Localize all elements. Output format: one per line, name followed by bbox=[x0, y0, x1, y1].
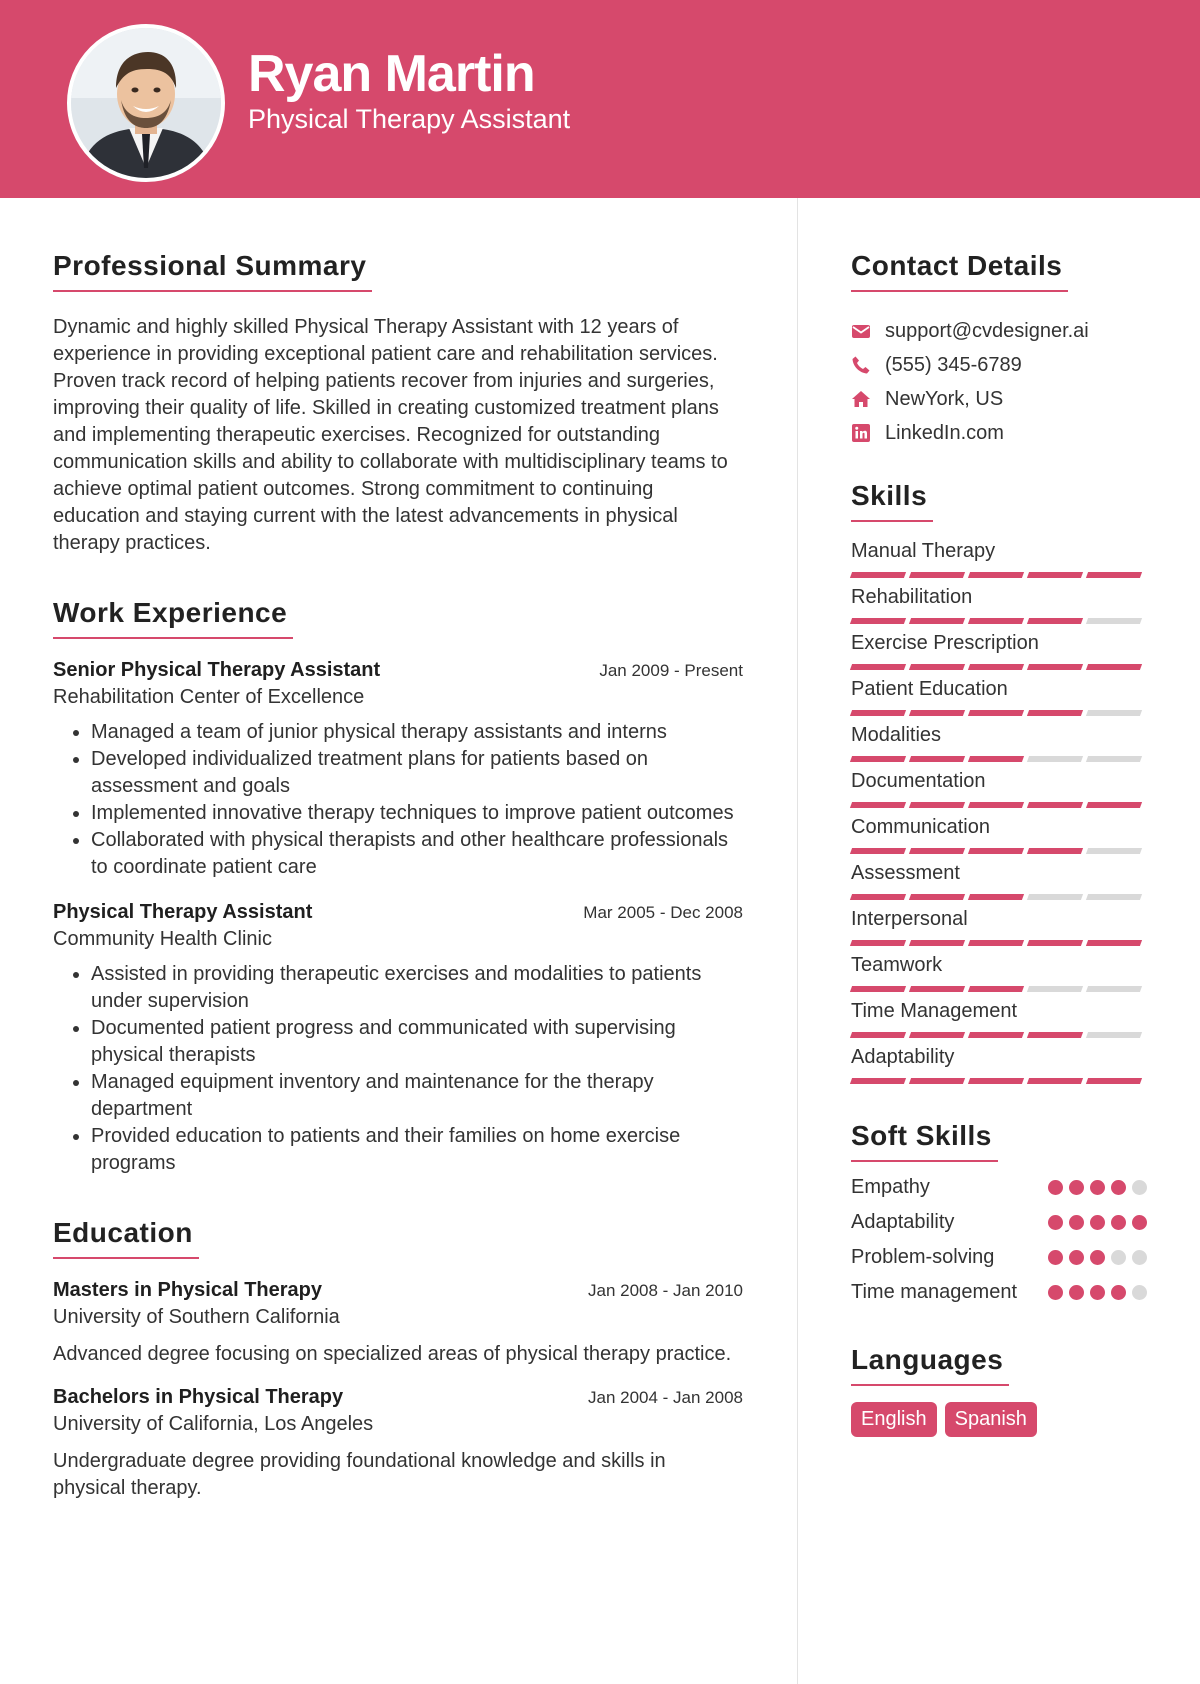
section-title: Soft Skills bbox=[851, 1120, 998, 1162]
soft-skills-list bbox=[851, 1174, 1147, 1306]
education-date: Jan 2004 - Jan 2008 bbox=[587, 1388, 743, 1407]
rating-dot bbox=[1090, 1215, 1105, 1230]
skill-level-segment bbox=[850, 1078, 906, 1084]
skill-item bbox=[851, 768, 1147, 808]
skill-level-segment bbox=[850, 710, 906, 716]
skill-level-segment bbox=[850, 664, 906, 670]
skill-level-segment bbox=[968, 756, 1024, 762]
skill-level-segment bbox=[850, 572, 906, 578]
skill-level-bar bbox=[851, 756, 1147, 762]
skill-item bbox=[851, 676, 1147, 716]
skill-name: Adaptability bbox=[851, 1046, 955, 1068]
list-item: • Managed equipment inventory and maintenance for the therapy department bbox=[91, 1069, 743, 1123]
skill-level-segment bbox=[850, 1032, 906, 1038]
rating-dot bbox=[1090, 1250, 1105, 1265]
soft-skill-rating bbox=[1042, 1244, 1147, 1265]
skill-item bbox=[851, 538, 1147, 578]
rating-dot bbox=[1111, 1250, 1126, 1265]
soft-skill-name: Time management bbox=[851, 1281, 1017, 1303]
skill-item bbox=[851, 630, 1147, 670]
education-description: Advanced degree focusing on specialized areas of physical therapy practice. bbox=[53, 1343, 732, 1365]
profile-photo bbox=[71, 28, 221, 178]
education-date: Jan 2008 - Jan 2010 bbox=[587, 1281, 743, 1300]
skill-level-segment bbox=[909, 1032, 965, 1038]
section-title: Skills bbox=[851, 480, 933, 522]
skill-level-segment bbox=[909, 1078, 965, 1084]
skill-level-segment bbox=[968, 664, 1024, 670]
soft-skills-section bbox=[851, 1120, 1147, 1306]
skill-level-segment bbox=[968, 986, 1024, 992]
skill-name: Assessment bbox=[851, 862, 960, 884]
skill-level-bar bbox=[851, 1078, 1147, 1084]
candidate-name: Ryan Martin bbox=[248, 45, 535, 103]
sidebar-column bbox=[851, 250, 1147, 1437]
email-icon bbox=[851, 321, 871, 341]
skill-name: Patient Education bbox=[851, 678, 1008, 700]
rating-dot bbox=[1069, 1180, 1084, 1195]
skill-name: Modalities bbox=[851, 724, 942, 746]
list-item: • Documented patient progress and communicated with supervising physical therapists bbox=[91, 1015, 743, 1069]
linkedin-icon bbox=[851, 423, 871, 443]
job-organization: Community Health Clinic bbox=[53, 928, 272, 950]
soft-skill-item bbox=[851, 1174, 1147, 1201]
skill-level-segment bbox=[968, 848, 1024, 854]
skill-level-segment bbox=[909, 618, 965, 624]
education-description: Undergraduate degree providing foundational knowledge and skills in physical therapy. bbox=[53, 1450, 666, 1499]
list-item: • Provided education to patients and their families on home exercise programs bbox=[91, 1123, 743, 1177]
skill-level-segment bbox=[909, 986, 965, 992]
section-title: Education bbox=[53, 1217, 199, 1259]
skill-name: Interpersonal bbox=[851, 908, 968, 930]
column-divider bbox=[797, 198, 798, 1684]
contact-text: support@cvdesigner.ai bbox=[885, 319, 1089, 342]
rating-dot bbox=[1132, 1215, 1147, 1230]
language-tag: English bbox=[851, 1402, 937, 1437]
list-item: • Developed individualized treatment plans for patients based on assessment and goals bbox=[91, 746, 743, 800]
candidate-role: Physical Therapy Assistant bbox=[248, 104, 571, 134]
skill-level-bar bbox=[851, 710, 1147, 716]
skill-level-segment bbox=[1086, 848, 1142, 854]
skill-level-segment bbox=[1086, 894, 1142, 900]
rating-dot bbox=[1090, 1180, 1105, 1195]
skill-level-bar bbox=[851, 664, 1147, 670]
degree-title: Bachelors in Physical Therapy bbox=[53, 1386, 344, 1408]
section-title: Contact Details bbox=[851, 250, 1068, 292]
skill-level-segment bbox=[850, 848, 906, 854]
skill-level-bar bbox=[851, 894, 1147, 900]
main-column bbox=[53, 250, 743, 1502]
skill-level-segment bbox=[1086, 664, 1142, 670]
degree-title: Masters in Physical Therapy bbox=[53, 1279, 323, 1301]
contact-text: LinkedIn.com bbox=[885, 421, 1004, 444]
skill-level-segment bbox=[1086, 802, 1142, 808]
skill-level-segment bbox=[1027, 756, 1083, 762]
skill-level-segment bbox=[1086, 756, 1142, 762]
skill-level-segment bbox=[1086, 1032, 1142, 1038]
rating-dot bbox=[1132, 1250, 1147, 1265]
rating-dot bbox=[1069, 1215, 1084, 1230]
skill-level-segment bbox=[968, 710, 1024, 716]
skill-level-bar bbox=[851, 848, 1147, 854]
rating-dot bbox=[1048, 1180, 1063, 1195]
contact-linkedin[interactable] bbox=[851, 416, 1147, 450]
job-title: Senior Physical Therapy Assistant bbox=[53, 659, 381, 681]
skill-name: Manual Therapy bbox=[851, 540, 996, 562]
skill-item bbox=[851, 584, 1147, 624]
job-title: Physical Therapy Assistant bbox=[53, 901, 313, 923]
skill-name: Documentation bbox=[851, 770, 986, 792]
soft-skill-item bbox=[851, 1279, 1147, 1306]
job-entry bbox=[53, 901, 743, 1177]
rating-dot bbox=[1132, 1285, 1147, 1300]
contact-email[interactable] bbox=[851, 314, 1147, 348]
skill-level-segment bbox=[968, 618, 1024, 624]
languages-section bbox=[851, 1344, 1147, 1437]
skill-level-segment bbox=[1086, 1078, 1142, 1084]
skill-level-segment bbox=[1086, 618, 1142, 624]
skill-level-segment bbox=[1086, 710, 1142, 716]
list-item: • Collaborated with physical therapists and other healthcare professionals to coordinate patient care bbox=[91, 827, 743, 881]
skill-level-bar bbox=[851, 986, 1147, 992]
skill-level-segment bbox=[850, 802, 906, 808]
section-title: Languages bbox=[851, 1344, 1009, 1386]
section-title: Work Experience bbox=[53, 597, 293, 639]
rating-dot bbox=[1069, 1250, 1084, 1265]
school-name: University of Southern California bbox=[53, 1306, 340, 1328]
skill-level-segment bbox=[968, 802, 1024, 808]
list-item: • Assisted in providing therapeutic exercises and modalities to patients under supervision bbox=[91, 961, 743, 1015]
soft-skill-name: Problem-solving bbox=[851, 1246, 995, 1268]
contact-phone[interactable] bbox=[851, 348, 1147, 382]
skill-item bbox=[851, 998, 1147, 1038]
skill-level-segment bbox=[1027, 986, 1083, 992]
rating-dot bbox=[1048, 1250, 1063, 1265]
skill-level-segment bbox=[1027, 940, 1083, 946]
skill-level-segment bbox=[909, 710, 965, 716]
skill-level-segment bbox=[850, 986, 906, 992]
resume-header bbox=[0, 0, 1200, 198]
job-date: Mar 2005 - Dec 2008 bbox=[583, 903, 743, 922]
rating-dot bbox=[1132, 1180, 1147, 1195]
work-experience-section bbox=[53, 597, 743, 1177]
skill-level-segment bbox=[968, 894, 1024, 900]
skill-level-segment bbox=[968, 940, 1024, 946]
skill-name: Rehabilitation bbox=[851, 586, 973, 608]
skill-level-segment bbox=[909, 848, 965, 854]
section-title: Professional Summary bbox=[53, 250, 372, 292]
soft-skill-rating bbox=[1042, 1209, 1147, 1230]
soft-skill-name: Empathy bbox=[851, 1176, 930, 1198]
professional-summary-section bbox=[53, 250, 743, 557]
skill-name: Time Management bbox=[851, 1000, 1017, 1022]
skill-name: Exercise Prescription bbox=[851, 632, 1039, 654]
rating-dot bbox=[1111, 1215, 1126, 1230]
skill-level-segment bbox=[1027, 802, 1083, 808]
skill-item bbox=[851, 814, 1147, 854]
rating-dot bbox=[1048, 1215, 1063, 1230]
soft-skill-item bbox=[851, 1209, 1147, 1236]
job-entry bbox=[53, 659, 743, 881]
skill-name: Communication bbox=[851, 816, 990, 838]
rating-dot bbox=[1111, 1180, 1126, 1195]
skills-list bbox=[851, 538, 1147, 1084]
skill-item bbox=[851, 906, 1147, 946]
skill-level-segment bbox=[1027, 848, 1083, 854]
contact-location bbox=[851, 382, 1147, 416]
education-entry bbox=[53, 1386, 743, 1502]
list-item: • Implemented innovative therapy techniques to improve patient outcomes bbox=[91, 800, 743, 827]
skill-level-segment bbox=[1027, 1078, 1083, 1084]
contact-text: (555) 345-6789 bbox=[885, 353, 1022, 376]
rating-dot bbox=[1090, 1285, 1105, 1300]
skill-level-segment bbox=[850, 894, 906, 900]
soft-skill-item bbox=[851, 1244, 1147, 1271]
education-section bbox=[53, 1217, 743, 1502]
skill-level-bar bbox=[851, 802, 1147, 808]
language-tag: Spanish bbox=[945, 1402, 1037, 1437]
skill-level-segment bbox=[1086, 572, 1142, 578]
skill-level-bar bbox=[851, 572, 1147, 578]
job-bullets bbox=[53, 961, 743, 1177]
skill-level-segment bbox=[1086, 986, 1142, 992]
skill-item bbox=[851, 1044, 1147, 1084]
list-item: • Managed a team of junior physical therapy assistants and interns bbox=[91, 719, 743, 746]
skill-level-segment bbox=[968, 1032, 1024, 1038]
skill-level-segment bbox=[1027, 1032, 1083, 1038]
skills-section bbox=[851, 480, 1147, 1084]
skill-level-bar bbox=[851, 618, 1147, 624]
skill-level-segment bbox=[850, 618, 906, 624]
rating-dot bbox=[1048, 1285, 1063, 1300]
school-name: University of California, Los Angeles bbox=[53, 1413, 374, 1435]
education-entry bbox=[53, 1279, 743, 1368]
skill-item bbox=[851, 860, 1147, 900]
skill-level-segment bbox=[1027, 894, 1083, 900]
skill-level-segment bbox=[909, 756, 965, 762]
job-bullets bbox=[53, 719, 743, 881]
job-organization: Rehabilitation Center of Excellence bbox=[53, 686, 365, 708]
skill-level-segment bbox=[850, 756, 906, 762]
avatar bbox=[67, 24, 225, 182]
skill-level-segment bbox=[1027, 710, 1083, 716]
rating-dot bbox=[1111, 1285, 1126, 1300]
skill-name: Teamwork bbox=[851, 954, 943, 976]
contact-details-section bbox=[851, 250, 1147, 450]
job-date: Jan 2009 - Present bbox=[599, 661, 743, 680]
contact-text: NewYork, US bbox=[885, 387, 1004, 410]
home-icon bbox=[851, 389, 871, 409]
skill-level-segment bbox=[968, 572, 1024, 578]
summary-text: Dynamic and highly skilled Physical Therapy Assistant with 12 years of experience in providing exceptional patient care and rehabilitation services. Proven track record of helping patients recover from injuries and surgeries, improving their quality of life. Skilled in creating customized treatment plans and implementing therapeutic exercises. Recognized for outstanding communication skills and ability to collaborate with multidisciplinary teams to achieve optimal patient outcomes. Strong commitment to continuing education and staying current with the latest advancements in physical therapy practices. bbox=[53, 316, 728, 554]
skill-level-segment bbox=[1027, 664, 1083, 670]
soft-skill-rating bbox=[1042, 1279, 1147, 1300]
skill-level-segment bbox=[909, 894, 965, 900]
skill-item bbox=[851, 722, 1147, 762]
skill-level-bar bbox=[851, 1032, 1147, 1038]
skill-level-segment bbox=[909, 940, 965, 946]
skill-level-segment bbox=[1027, 618, 1083, 624]
skill-level-segment bbox=[909, 802, 965, 808]
skill-level-segment bbox=[1027, 572, 1083, 578]
skill-level-segment bbox=[909, 572, 965, 578]
skill-level-segment bbox=[968, 1078, 1024, 1084]
soft-skill-rating bbox=[1042, 1174, 1147, 1195]
skill-level-segment bbox=[1086, 940, 1142, 946]
language-tags bbox=[851, 1402, 1147, 1437]
skill-level-bar bbox=[851, 940, 1147, 946]
skill-level-segment bbox=[909, 664, 965, 670]
skill-level-segment bbox=[850, 940, 906, 946]
phone-icon bbox=[851, 355, 871, 375]
rating-dot bbox=[1069, 1285, 1084, 1300]
soft-skill-name: Adaptability bbox=[851, 1211, 955, 1233]
skill-item bbox=[851, 952, 1147, 992]
